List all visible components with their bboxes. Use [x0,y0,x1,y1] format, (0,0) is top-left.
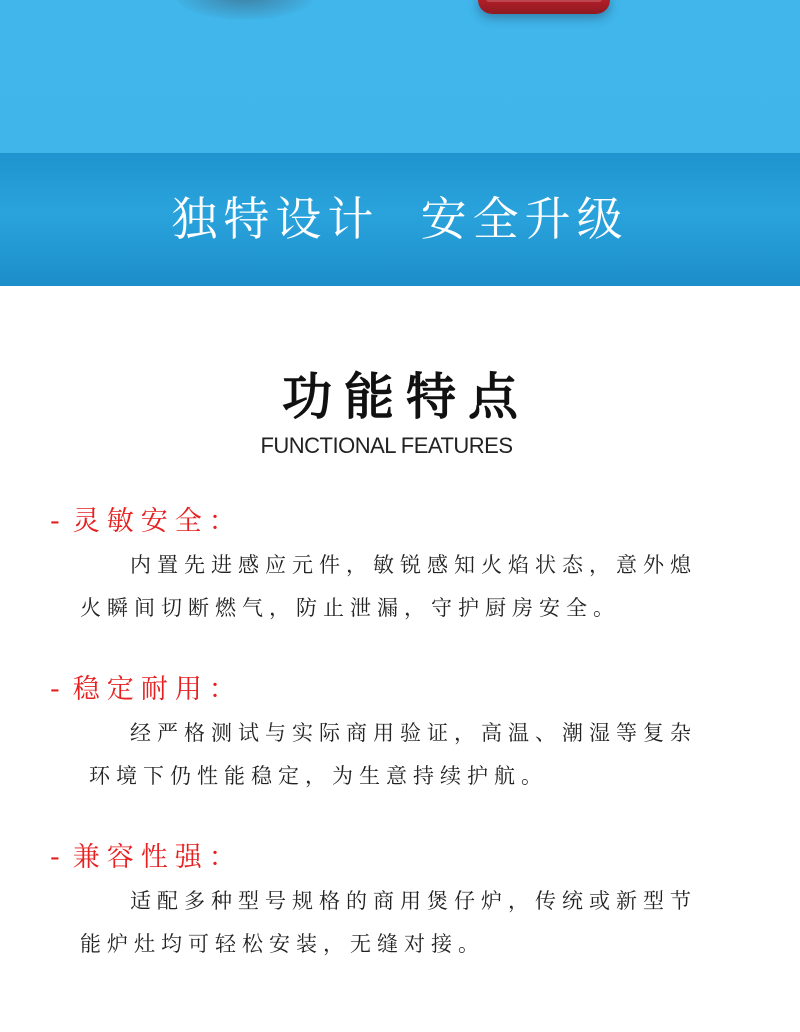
feature-heading-compatibility [50,840,243,876]
banner-title: 独特设计 安全升级 [171,192,629,246]
feature-dash: - [50,506,67,537]
feature-heading-text: 兼容性强： [72,842,243,873]
feature-description-line: 能炉灶均可轻松安装，无缝对接。 [80,932,485,956]
feature-heading-text: 稳定耐用： [72,674,243,705]
product-shadow [175,0,315,20]
feature-dash: - [50,674,67,705]
feature-heading-text: 灵敏安全： [72,506,243,537]
hero-product-image [0,0,800,153]
feature-dash: - [50,842,67,873]
feature-description-line: 适配多种型号规格的商用煲仔炉，传统或新型节 [130,889,697,913]
feature-description-line: 火瞬间切断燃气，防止泄漏，守护厨房安全。 [80,596,620,620]
feature-description-line: 内置先进感应元件，敏锐感知火焰状态，意外熄 [130,553,697,577]
product-red-part [478,0,610,14]
feature-heading-sensitive-safety [50,504,243,540]
section-title: 功能特点 [282,368,530,426]
feature-description-line: 环境下仍性能稳定，为生意持续护航。 [89,764,548,788]
feature-description-line: 经严格测试与实际商用验证，高温、潮湿等复杂 [130,721,697,745]
feature-heading-stable-durable [50,672,243,708]
section-subtitle: FUNCTIONAL FEATURES [260,433,513,458]
